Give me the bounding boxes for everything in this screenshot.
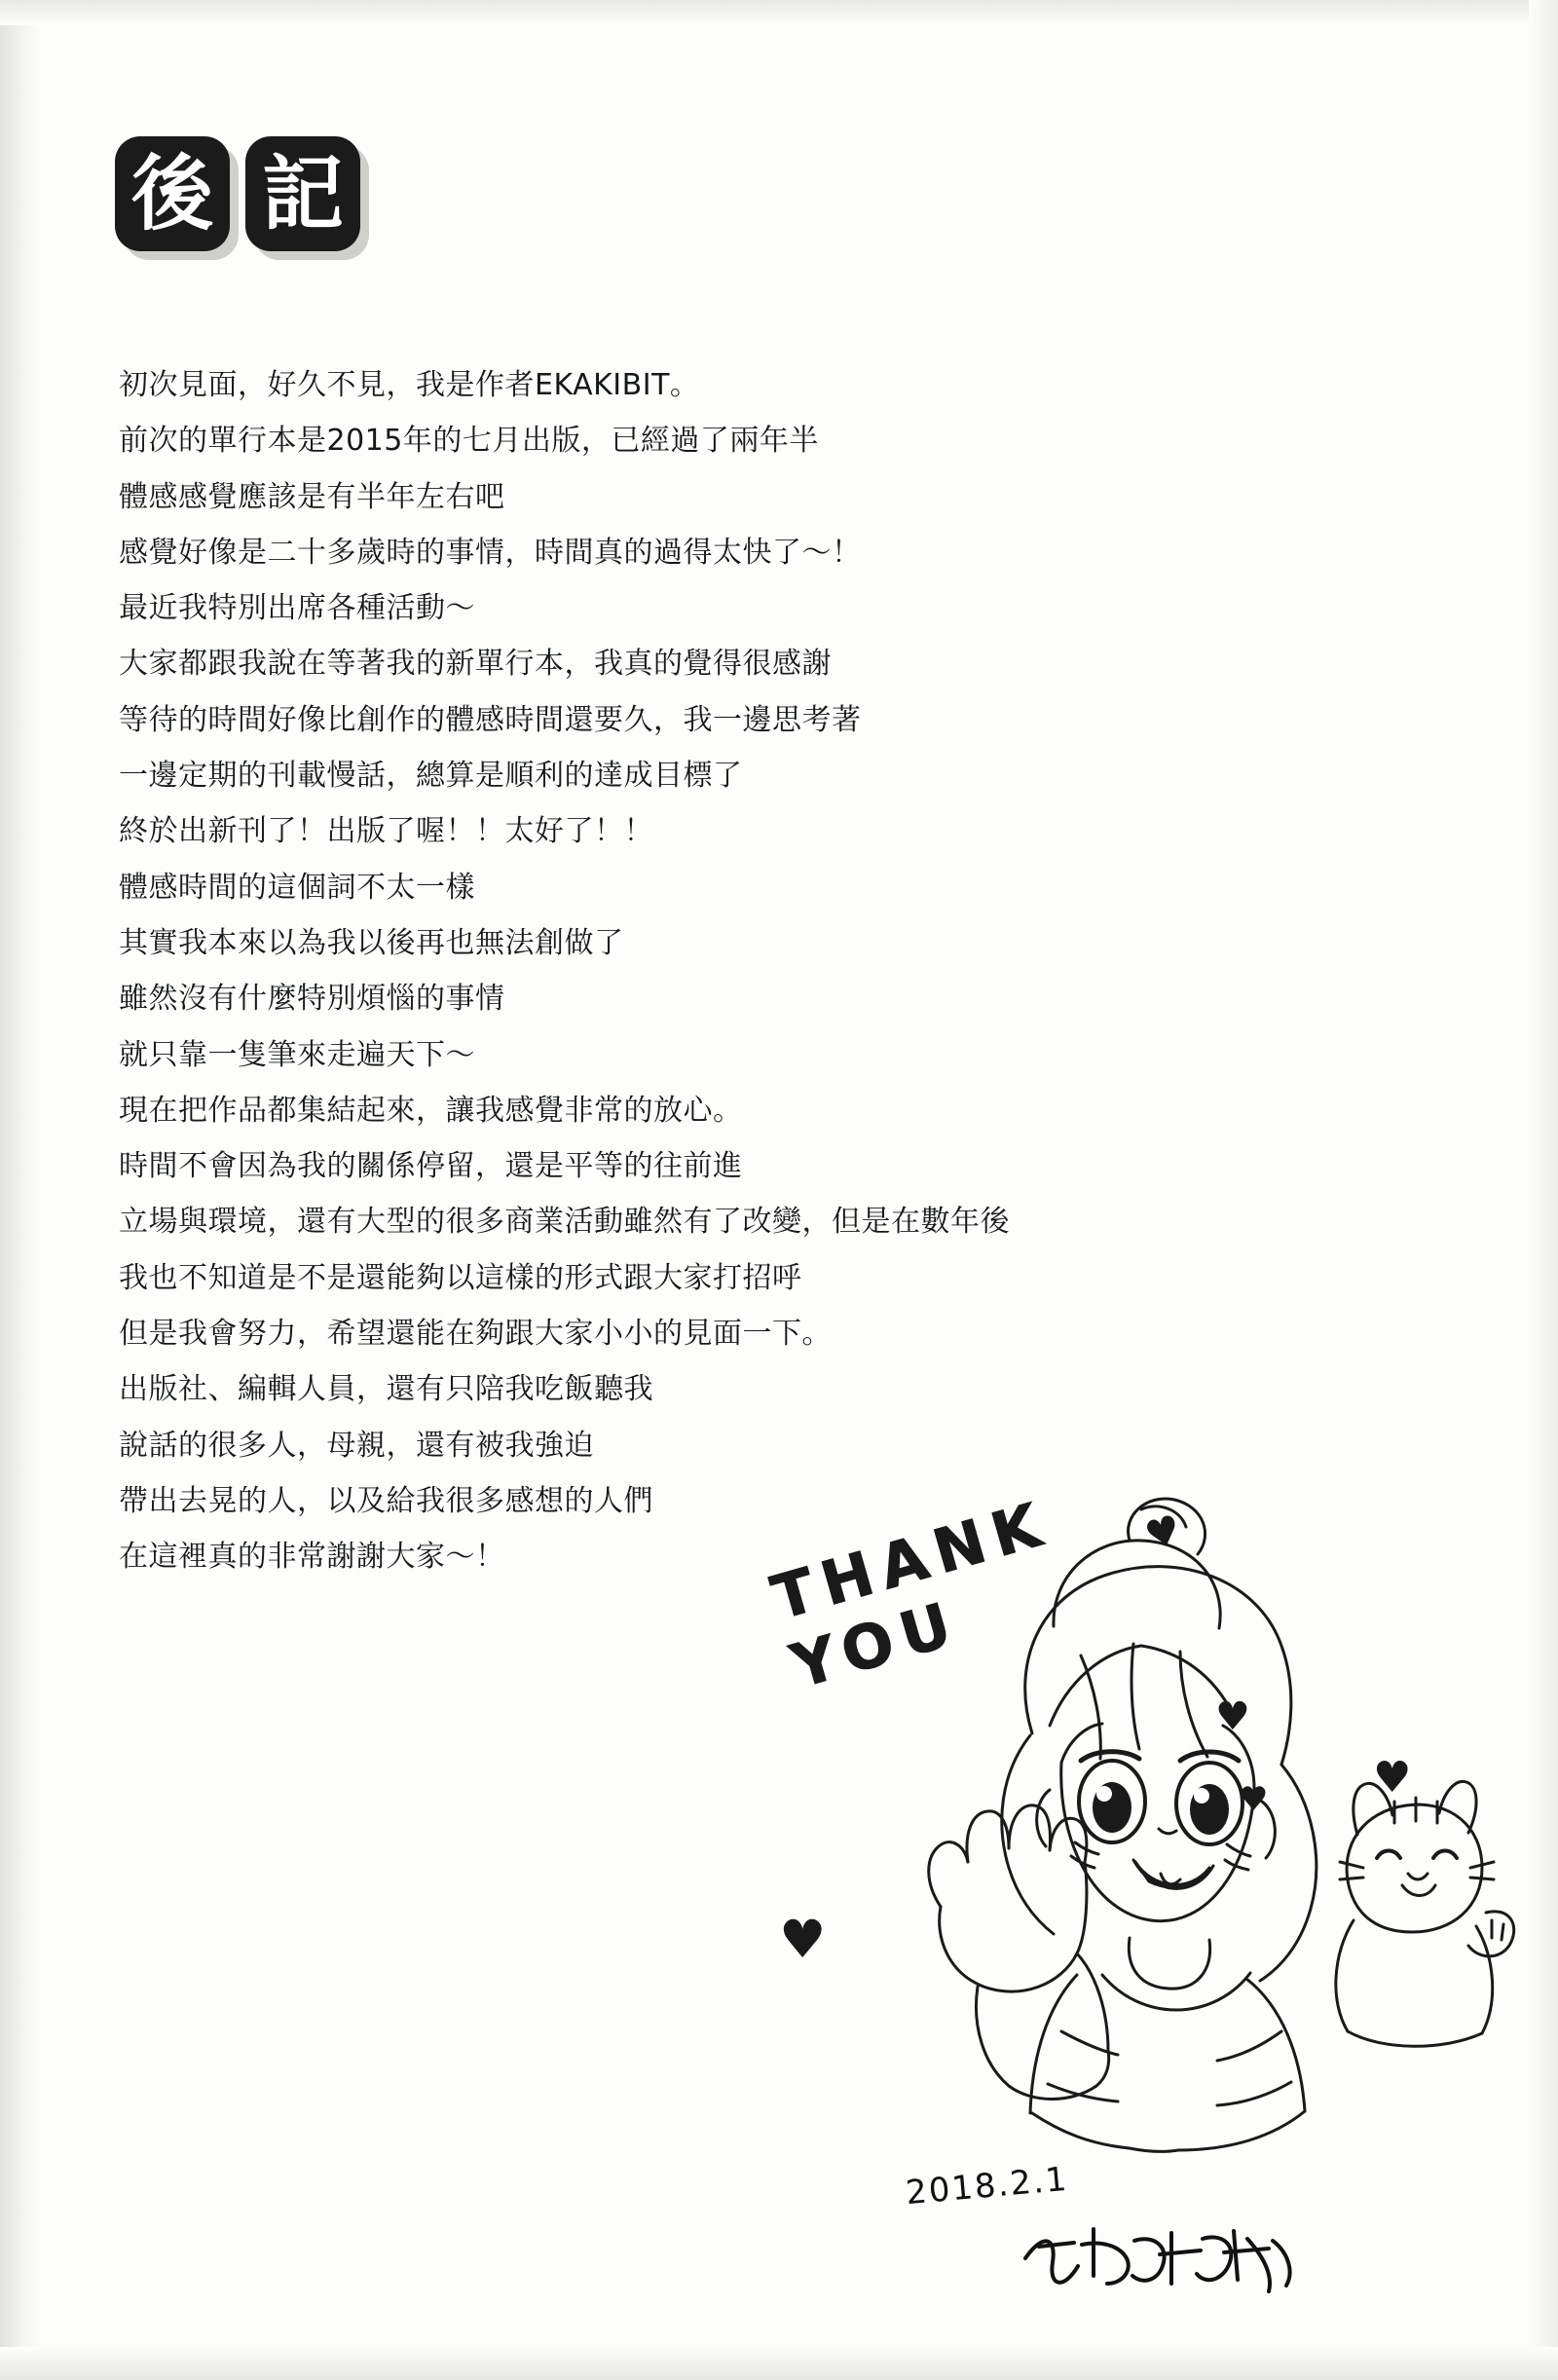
heart-icon: ♥ <box>1139 1506 1187 1560</box>
afterword-line: 現在把作品都集結起來，讓我感覺非常的放心。 <box>119 1093 743 1128</box>
afterword-line: 帶出去晃的人，以及給我很多感想的人們 <box>119 1483 653 1518</box>
heart-icon: ♥ <box>1215 1694 1250 1739</box>
afterword-line: 說話的很多人，母親，還有被我強迫 <box>119 1428 594 1463</box>
afterword-line: 就只靠一隻筆來走遍天下～ <box>119 1037 475 1072</box>
chibi-girl-illustration <box>740 1480 1519 2220</box>
afterword-line: 大家都跟我說在等著我的新單行本，我真的覺得很感謝 <box>119 647 832 682</box>
heart-icon: ♥ <box>1239 1780 1269 1819</box>
afterword-line: 最近我特別出席各種活動～ <box>119 591 475 626</box>
afterword-line: 初次見面，好久不見，我是作者EKAKIBIT。 <box>119 368 700 402</box>
heart-icon: ♥ <box>1373 1753 1412 1803</box>
afterword-line: 但是我會努力，希望還能在夠跟大家小小的見面一下。 <box>119 1317 832 1352</box>
scan-edge-bottom <box>0 2347 1558 2380</box>
afterword-line: 在這裡真的非常謝謝大家～！ <box>119 1540 505 1575</box>
afterword-line: 終於出新刊了！出版了喔！！太好了！！ <box>119 814 653 849</box>
afterword-line: 我也不知道是不是還能夠以這樣的形式跟大家打招呼 <box>119 1260 802 1295</box>
signature-date: 2018.2.1 <box>904 2159 1070 2213</box>
afterword-line: 體感感覺應該是有半年左右吧 <box>119 479 505 514</box>
title-char-2: 記 <box>245 136 360 251</box>
afterword-line: 感覺好像是二十多歲時的事情，時間真的過得太快了～！ <box>119 535 862 570</box>
thank-you-text: THANK YOU <box>763 1487 1057 1702</box>
afterword-line: 其實我本來以為我以後再也無法創做了 <box>119 925 624 960</box>
afterword-line: 前次的單行本是2015年的七月出版，已經過了兩年半 <box>119 424 819 459</box>
scan-edge-top <box>0 0 1558 25</box>
page-title <box>115 136 360 251</box>
afterword-line: 雖然沒有什麼特別煩惱的事情 <box>119 982 505 1017</box>
artist-signature <box>1018 2215 1300 2323</box>
afterword-body <box>119 370 1229 1598</box>
afterword-line: 立場與環境，還有大型的很多商業活動雖然有了改變，但是在數年後 <box>119 1205 1010 1240</box>
afterword-line: 體感時間的這個詞不太一樣 <box>119 870 475 905</box>
scan-edge-left <box>0 0 41 2380</box>
scan-edge-right <box>1529 0 1558 2380</box>
heart-icon: ♥ <box>779 1909 827 1970</box>
afterword-line: 一邊定期的刊載慢話，總算是順利的達成目標了 <box>119 759 743 794</box>
afterword-line: 時間不會因為我的關係停留，還是平等的往前進 <box>119 1149 743 1184</box>
title-char-1: 後 <box>115 136 230 251</box>
afterword-line: 等待的時間好像比創作的體感時間還要久，我一邊思考著 <box>119 702 862 737</box>
afterword-line: 出版社、編輯人員，還有只陪我吃飯聽我 <box>119 1372 653 1407</box>
